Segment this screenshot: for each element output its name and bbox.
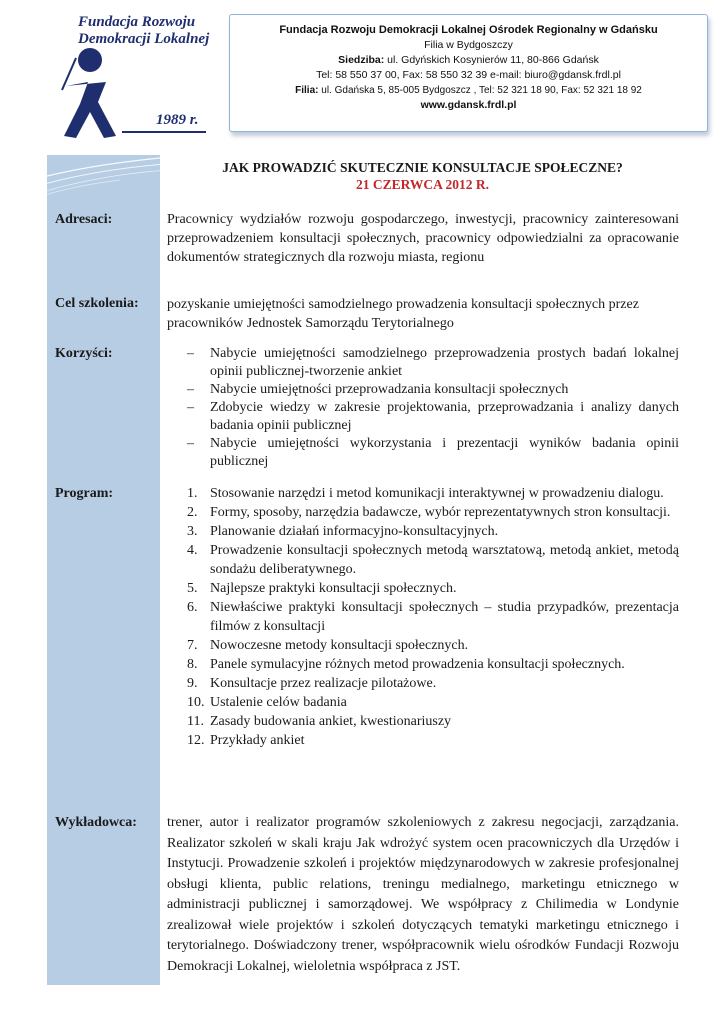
program-item — [167, 579, 679, 598]
program-item — [167, 693, 679, 712]
benefit-marker: – — [187, 400, 194, 415]
benefit-marker: – — [187, 436, 194, 451]
program-item-text: Panele symulacyjne różnych metod prowadzenia konsultacji społecznych. — [210, 657, 625, 672]
logo-name-line2: Demokracji Lokalnej — [78, 31, 210, 47]
header-title: Fundacja Rozwoju Demokracji Lokalnej Ośrodek Regionalny w Gdańsku — [279, 24, 658, 36]
cel-label: Cel szkolenia: — [55, 296, 139, 311]
program-item-number: 10. — [187, 695, 205, 710]
branch-label: Filia: — [295, 85, 319, 96]
header-seat — [230, 53, 707, 68]
benefit-item — [167, 399, 679, 435]
benefits-list — [167, 345, 679, 471]
program-item-text: Nowoczesne metody konsultacji społecznych. — [210, 638, 469, 653]
program-item-number: 6. — [187, 600, 198, 615]
person-figure-icon — [60, 44, 120, 144]
program-item — [167, 674, 679, 693]
adresaci-text: Pracownicy wydziałów rozwoju gospodarczego, inwestycji, pracownicy zainteresowani przeprowadzeniem konsultacji społecznych, pracownicy odpowiedzialni za opracowanie dokumentów strategicznych dla rozwoju miasta, regionu — [167, 212, 679, 265]
foundation-logo — [60, 10, 210, 135]
program-label: Program: — [55, 486, 114, 501]
adresaci-label: Adresaci: — [55, 212, 113, 227]
program-item-text: Zasady budowania ankiet, kwestionariuszy — [210, 714, 452, 729]
event-title — [160, 159, 685, 193]
program-item — [167, 503, 679, 522]
korzysci-list — [167, 345, 679, 471]
program-item-number: 5. — [187, 581, 198, 596]
seat-label: Siedziba: — [338, 54, 385, 66]
logo-name-line1: Fundacja Rozwoju — [78, 14, 196, 30]
benefit-marker: – — [187, 346, 194, 361]
program-item-number: 2. — [187, 505, 198, 520]
program-item-number: 8. — [187, 657, 198, 672]
program-items — [167, 484, 679, 750]
program-item-text: Niewłaściwe praktyki konsultacji społecznych – studia przypadków, prezentacja filmów z konsultacji — [210, 600, 679, 634]
logo-divider — [122, 131, 206, 133]
program-item-text: Formy, sposoby, narzędzia badawcze, wybór reprezentatywnych stron konsultacji. — [210, 505, 671, 520]
benefit-text: Nabycie umiejętności samodzielnego przeprowadzenia prostych badań lokalnej opinii publicznej-tworzenie ankiet — [210, 346, 679, 379]
logo-name — [78, 14, 218, 48]
header-phones: Tel: 58 550 37 00, Fax: 58 550 32 39 e-mail: biuro@gdansk.frdl.pl — [316, 69, 621, 81]
wykladowca-text: trener, autor i realizator programów szkoleniowych z zakresu negocjacji, zarządzania. Realizator szkoleń w skali kraju Jak wdrożyć system ocen pracowniczych dla Urzędów i Instytucji. Prowadzenie szkoleń i projektów międzynarodowych w zakresie profesjonalnej obsługi klienta, public relations, treningu medialnego, marketingu etnicznego w administracji publicznej i samorządowej. We współpracy z Chilimedia w Londynie zrealizował wiele projektów i szkoleń dotyczących tematyki marketingu etnicznego i terytorialnego. Doświadczony trener, współpracownik wielu ośrodków Fundacji Rozwoju Demokracji Lokalnej, wieloletnia współpraca z JST. — [167, 815, 679, 974]
program-item-text: Prowadzenie konsultacji społecznych metodą warsztatową, metodą ankiet, metodą sondażu deliberatywnego. — [210, 543, 679, 577]
program-item-number: 4. — [187, 543, 198, 558]
program-item-number: 3. — [187, 524, 198, 539]
program-item — [167, 522, 679, 541]
program-item — [167, 541, 679, 579]
program-item-text: Najlepsze praktyki konsultacji społecznych. — [210, 581, 457, 596]
korzysci-label: Korzyści: — [55, 346, 113, 361]
program-item — [167, 484, 679, 503]
benefit-item — [167, 345, 679, 381]
benefit-text: Nabycie umiejętności wykorzystania i prezentacji wyników badania opinii publicznej — [210, 436, 679, 469]
event-date: 21 CZERWCA 2012 R. — [355, 177, 490, 192]
benefit-text: Nabycie umiejętności przeprowadzania konsultacji społecznych — [210, 382, 569, 397]
sidebar-band — [47, 155, 160, 985]
cel-text: pozyskanie umiejętności samodzielnego prowadzenia konsultacji społecznych przez pracowników Jednostek Samorządu Terytorialnego — [167, 297, 639, 331]
program-item-text: Konsultacje przez realizacje pilotażowe. — [210, 676, 437, 691]
program-item — [167, 712, 679, 731]
program-item-number: 12. — [187, 733, 205, 748]
program-item — [167, 636, 679, 655]
branch-value: ul. Gdańska 5, 85-005 Bydgoszcz , Tel: 52 321 18 90, Fax: 52 321 18 92 — [318, 85, 642, 96]
program-item — [167, 598, 679, 636]
program-item-text: Planowanie działań informacyjno-konsultacyjnych. — [210, 524, 499, 539]
program-item-number: 1. — [187, 486, 198, 501]
header-branch-address — [230, 83, 707, 98]
contact-header-box — [229, 14, 708, 132]
program-item-number: 11. — [187, 714, 204, 729]
header-website[interactable]: www.gdansk.frdl.pl — [420, 99, 517, 111]
program-list — [167, 484, 679, 750]
program-item-number: 9. — [187, 676, 198, 691]
wykladowca-label: Wykładowca: — [55, 815, 137, 830]
program-item-number: 7. — [187, 638, 198, 653]
event-title-line1: JAK PROWADZIĆ SKUTECZNIE KONSULTACJE SPOŁECZNE? — [222, 160, 623, 175]
program-item-text: Stosowanie narzędzi i metod komunikacji interaktywnej w prowadzeniu dialogu. — [210, 486, 664, 501]
program-item-text: Ustalenie celów badania — [210, 695, 347, 710]
program-item-text: Przykłady ankiet — [210, 733, 305, 748]
program-item — [167, 655, 679, 674]
seat-value: ul. Gdyńskich Kosynierów 11, 80-866 Gdańsk — [384, 54, 599, 66]
program-item — [167, 731, 679, 750]
benefit-item — [167, 381, 679, 399]
logo-year: 1989 r. — [156, 112, 199, 128]
header-branch: Filia w Bydgoszczy — [424, 39, 513, 51]
benefit-item — [167, 435, 679, 471]
benefit-marker: – — [187, 382, 194, 397]
benefit-text: Zdobycie wiedzy w zakresie projektowania, przeprowadzania i analizy danych badania opinii publicznej — [210, 400, 679, 433]
